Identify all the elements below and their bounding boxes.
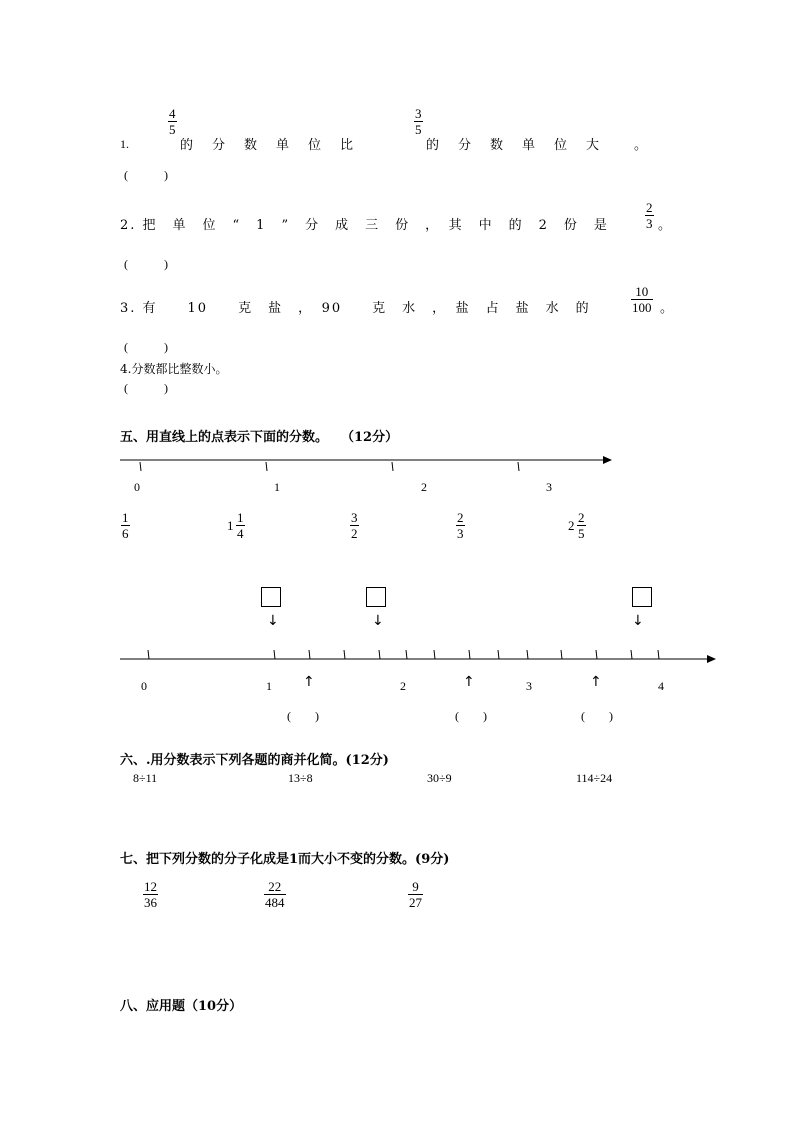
answer-box-2[interactable] xyxy=(366,587,386,607)
number-line-2-axis xyxy=(120,650,716,663)
q2-text: 2. 把 单 位 “ 1 ” 分 成 三 份 ， 其 中 的 2 份 是 xyxy=(120,218,609,233)
line2-label-4: 4 xyxy=(658,679,664,693)
answer-box-3[interactable] xyxy=(632,587,652,607)
up-arrow-icon: ↑ xyxy=(303,674,315,690)
line2-answer-blank-3[interactable]: ( ) xyxy=(581,709,613,723)
line2-label-1: 1 xyxy=(266,679,272,693)
s7-fraction-3: $\frac{9}{27}$ xyxy=(409,879,422,910)
q1-fraction-a: $\frac{4}{5}$ xyxy=(169,106,176,137)
q3-end: 。 xyxy=(660,301,674,316)
line2-answer-blank-2[interactable]: ( ) xyxy=(455,709,487,723)
line2-label-0: 0 xyxy=(141,679,147,693)
s5-fraction-5: $\frac{2}{5}$ xyxy=(578,510,585,541)
s6-item-1: 8÷11 xyxy=(133,771,158,785)
q4-text: 4.分数都比整数小。 xyxy=(120,362,228,376)
line1-label-0: 0 xyxy=(134,480,140,494)
number-line-1-axis xyxy=(120,456,612,471)
s6-item-2: 13÷8 xyxy=(288,771,313,785)
s7-fraction-1: $\frac{12}{36}$ xyxy=(144,879,157,910)
q1-number: 1. xyxy=(120,137,129,151)
line2-label-3: 3 xyxy=(526,679,532,693)
s7-fraction-2: $\frac{22}{484}$ xyxy=(265,879,285,910)
s6-item-4: 114÷24 xyxy=(576,771,613,785)
q3-answer-blank[interactable]: ( ) xyxy=(124,340,168,354)
section6-title: 六、.用分数表示下列各题的商并化简。(12分) xyxy=(120,753,389,768)
q2-answer-blank[interactable]: ( ) xyxy=(124,257,168,271)
down-arrow-icon: ↓ xyxy=(372,613,384,629)
q1-answer-blank[interactable]: ( ) xyxy=(124,168,168,182)
down-arrow-icon: ↓ xyxy=(267,613,279,629)
line2-answer-blank-1[interactable]: ( ) xyxy=(287,709,319,723)
q1-text-2: 的 分 数 单 位 大 。 xyxy=(426,138,651,153)
q4-answer-blank[interactable]: ( ) xyxy=(124,381,168,395)
s5-fraction-2-whole: 1 xyxy=(227,518,234,533)
up-arrow-icon: ↑ xyxy=(463,674,475,690)
line1-label-1: 1 xyxy=(274,480,280,494)
s5-fraction-1: $\frac{1}{6}$ xyxy=(122,510,129,541)
s5-fraction-4: $\frac{2}{3}$ xyxy=(457,510,464,541)
q2-end: 。 xyxy=(658,218,672,233)
q3-text: 3. 有 10 克 盐 ， 90 克 水 ， 盐 占 盐 水 的 xyxy=(120,301,591,316)
q1-text-1: 的 分 数 单 位 比 xyxy=(180,138,357,153)
s5-fraction-3: $\frac{3}{2}$ xyxy=(351,510,358,541)
q3-fraction: $\frac{10}{100}$ xyxy=(632,284,652,315)
q2-fraction: $\frac{2}{3}$ xyxy=(646,200,653,231)
line2-label-2: 2 xyxy=(400,679,406,693)
section5-title: 五、用直线上的点表示下面的分数。 （12分） xyxy=(120,430,399,445)
section7-title: 七、把下列分数的分子化成是1而大小不变的分数。(9分) xyxy=(120,852,450,867)
line1-label-3: 3 xyxy=(546,480,552,494)
down-arrow-icon: ↓ xyxy=(632,613,644,629)
s5-fraction-2: $\frac{1}{4}$ xyxy=(237,510,244,541)
line1-label-2: 2 xyxy=(421,480,427,494)
section8-title: 八、应用题（10分） xyxy=(120,999,243,1014)
answer-box-1[interactable] xyxy=(261,587,281,607)
s6-item-3: 30÷9 xyxy=(427,771,452,785)
s5-fraction-5-whole: 2 xyxy=(568,518,575,533)
q1-fraction-b: $\frac{3}{5}$ xyxy=(415,106,422,137)
up-arrow-icon: ↑ xyxy=(590,674,602,690)
